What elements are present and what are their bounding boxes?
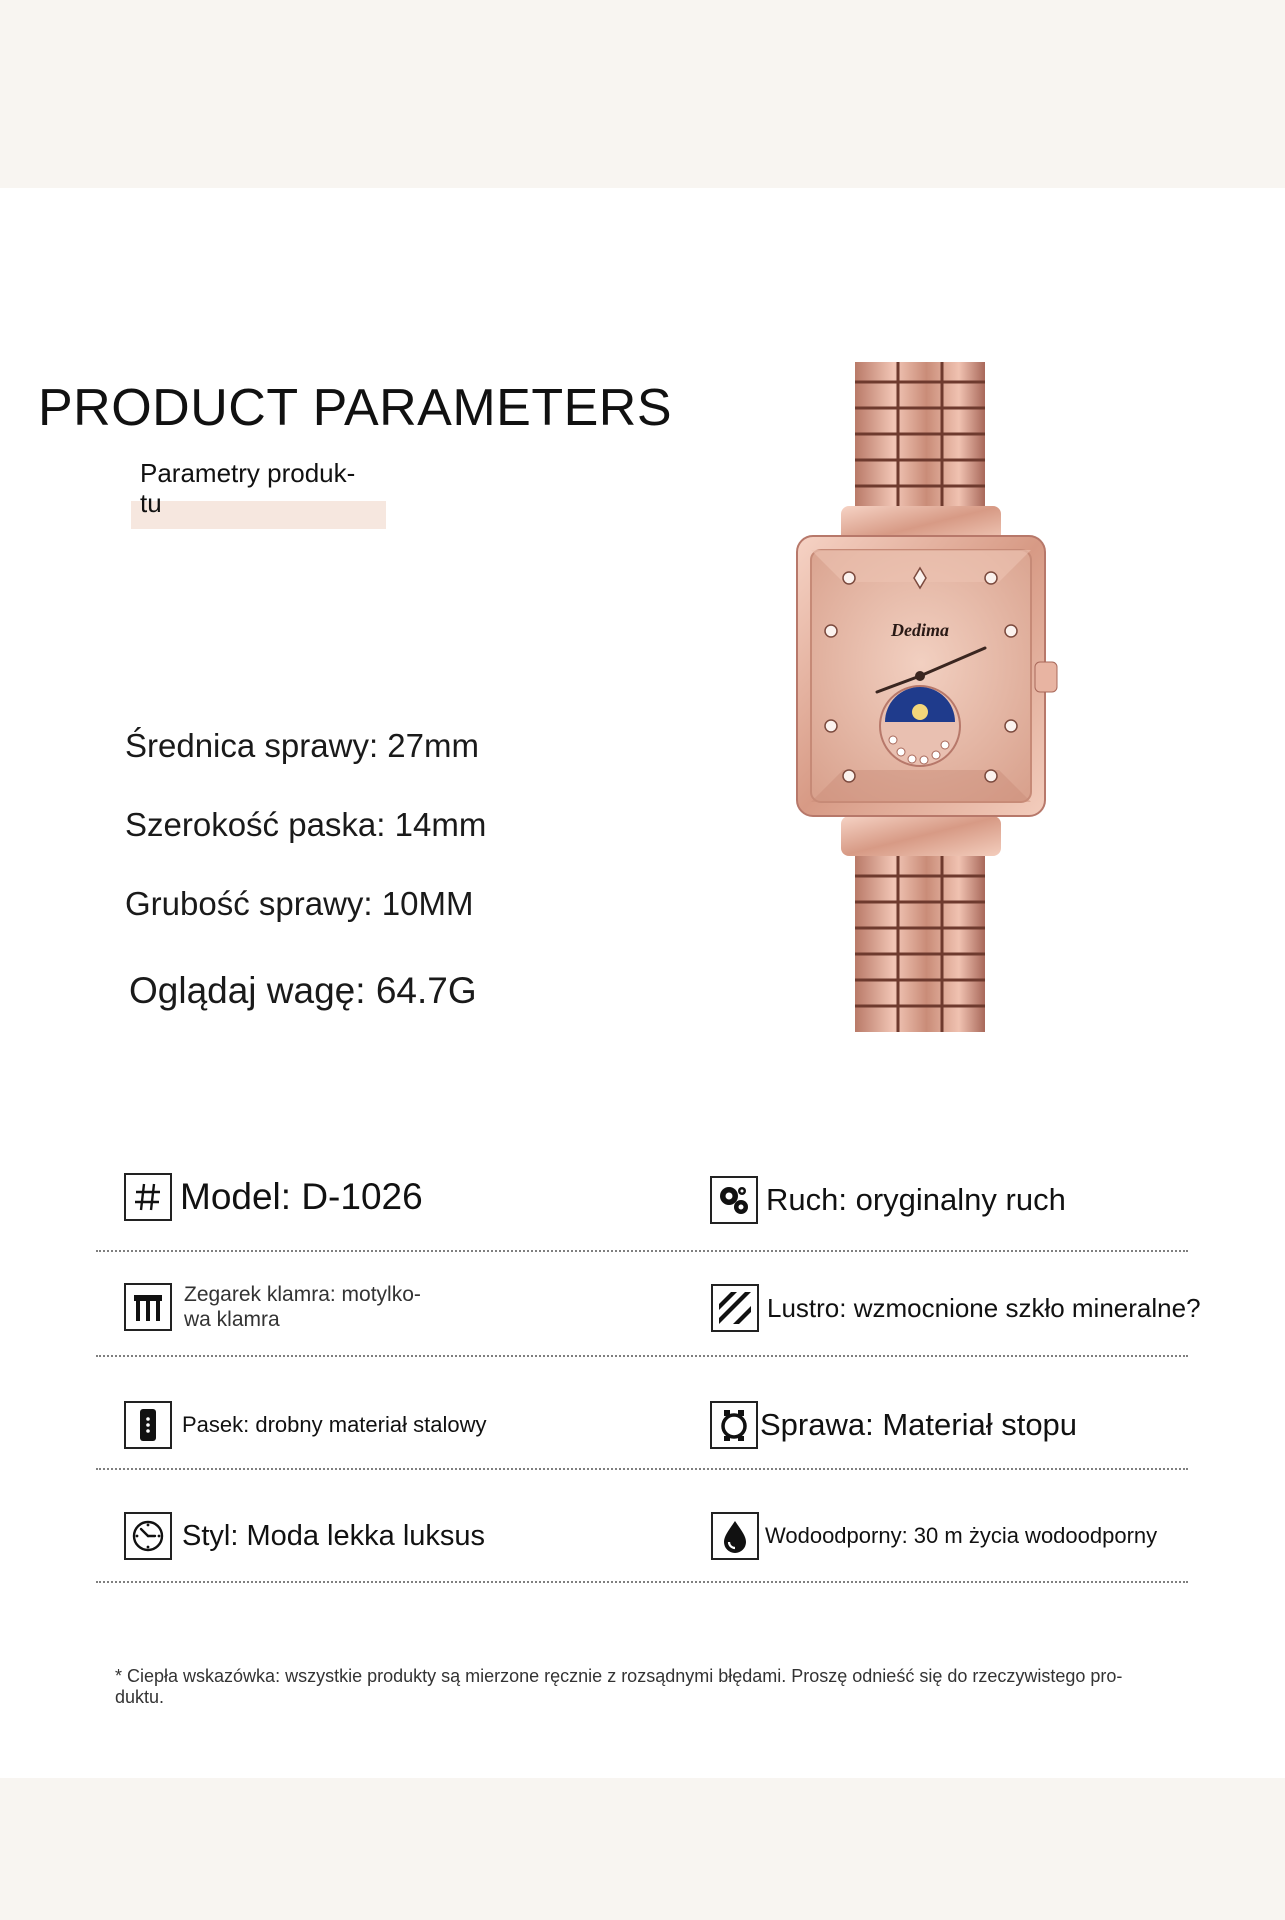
attr-style: [124, 1512, 485, 1560]
spec-case-diameter: Średnica sprawy: 27mm: [125, 727, 479, 764]
attr-case: [710, 1401, 1077, 1449]
watch-case: [797, 506, 1057, 856]
gears-icon: [710, 1176, 758, 1224]
spec-strap-width: Szerokość paska: 14mm: [125, 806, 487, 843]
attr-style-label: Styl: Moda lekka luksus: [182, 1519, 486, 1552]
lower-strap: [855, 826, 985, 1032]
attr-strap-label: Pasek: drobny materiał stalowy: [182, 1412, 487, 1437]
spec-watch-weight: Oglądaj wagę: 64.7G: [129, 970, 477, 1011]
watch-image: [785, 356, 1075, 1036]
attr-movement-label: Ruch: oryginalny ruch: [766, 1182, 1066, 1217]
watch-brand: Dedima: [891, 620, 949, 640]
attr-clasp: [124, 1282, 421, 1332]
case-icon: [710, 1401, 758, 1449]
glass-icon: [711, 1284, 759, 1332]
row-divider: [96, 1468, 1188, 1470]
attr-mirror-label: Lustro: wzmocnione szkło mineralne?: [767, 1292, 1201, 1323]
row-divider: [96, 1355, 1188, 1357]
attr-mirror: [711, 1284, 1201, 1332]
water-drop-icon: [711, 1512, 759, 1560]
strap-icon: [124, 1401, 172, 1449]
attr-case-label: Sprawa: Materiał stopu: [760, 1407, 1078, 1442]
attr-model-label: Model: D-1026: [180, 1176, 423, 1217]
attr-model: [124, 1173, 423, 1221]
measurement-note: * Ciepła wskazówka: wszystkie produkty są mierzone ręcznie z rozsądnymi błędami. Proszę odnieść się do rzeczywistego pro- duktu.: [115, 1666, 1123, 1707]
hash-icon: [124, 1173, 172, 1221]
attr-clasp-label: Zegarek klamra: motylko- wa klamra: [184, 1283, 421, 1331]
attr-waterproof: [711, 1512, 1157, 1560]
top-band: [0, 0, 1285, 188]
moon-phase-subdial: [880, 686, 960, 766]
row-divider: [96, 1581, 1188, 1583]
clock-icon: [124, 1512, 172, 1560]
clasp-icon: [124, 1283, 172, 1331]
subtitle-block: [131, 458, 386, 518]
attr-movement: [710, 1176, 1066, 1224]
row-divider: [96, 1250, 1188, 1252]
attr-waterproof-label: Wodoodporny: 30 m życia wodoodporny: [765, 1523, 1158, 1548]
page-title: PRODUCT PARAMETERS: [38, 379, 673, 437]
subtitle: Parametry produk- tu: [140, 458, 356, 518]
bottom-band: [0, 1778, 1285, 1920]
attr-strap: [124, 1401, 486, 1449]
spec-case-thickness: Grubość sprawy: 10MM: [125, 885, 474, 922]
